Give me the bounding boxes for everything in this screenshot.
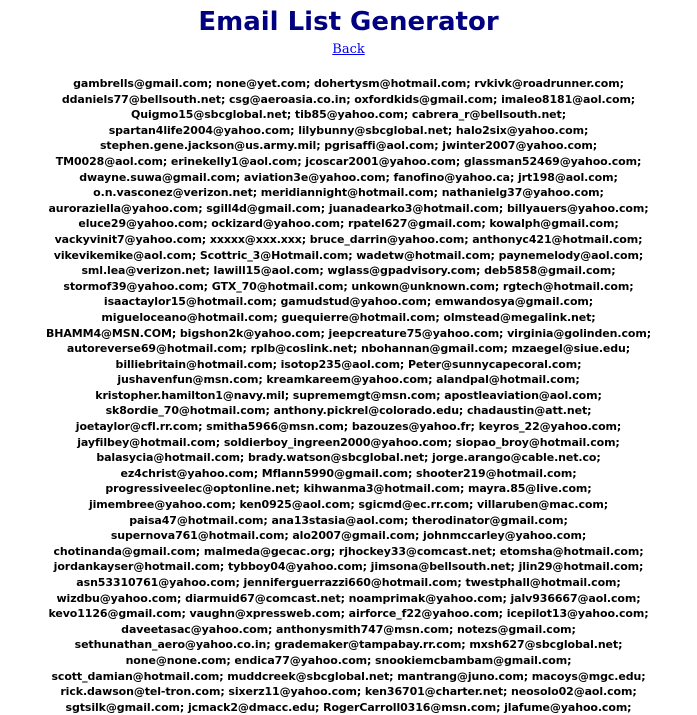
email-list-line: joetaylor@cfl.rr.com; smitha5966@msn.com; bazouzes@yahoo.fr; keyros_22@yahoo.com; (75, 420, 622, 434)
email-list-line: none@none.com; endica77@yahoo.com; snookiemcbambam@gmail.com; (125, 653, 572, 667)
email-list-line: vikevikemike@aol.com; Scottric_3@Hotmail.com; wadetw@hotmail.com; paynemelody@aol.com; (53, 248, 644, 262)
email-list-line: asn53310761@yahoo.com; jenniferguerrazzi660@hotmail.com; twestphall@hotmail.com; (76, 576, 621, 589)
email-list-line: progressiveelec@optonline.net; kihwanma3@hotmail.com; mayra.85@live.com; (105, 482, 592, 496)
email-list (0, 76, 697, 715)
email-list-line: kevo1126@gmail.com; vaughn@xpressweb.com; airforce_f22@yahoo.com; icepilot13@yahoo.com; (48, 607, 649, 621)
email-list-line: vackyvinit7@yahoo.com; xxxxx@xxx.xxx; bruce_darrin@yahoo.com; anthonyc421@hotmail.com; (54, 232, 643, 246)
email-list-line: o.n.vasconez@verizon.net; meridiannight@hotmail.com; nathanielg37@yahoo.com; (93, 186, 604, 200)
email-list-line: kristopher.hamilton1@navy.mil; suprememgt@msn.com; apostleaviation@aol.com; (95, 388, 602, 402)
email-list-line: jushavenfun@msn.com; kreamkareem@yahoo.com; alandpal@hotmail.com; (117, 373, 580, 387)
email-list-line: sgtsilk@gmail.com; jcmack2@dmacc.edu; RogerCarroll0316@msn.com; jlafume@yahoo.com; (65, 700, 632, 714)
email-list-line: rick.dawson@tel-tron.com; sixerz11@yahoo.com; ken36701@charter.net; neosolo02@aol.com; (60, 685, 637, 699)
email-list-line: stephen.gene.jackson@us.army.mil; pgrisaffi@aol.com; jwinter2007@yahoo.com; (99, 139, 598, 153)
email-list-line: migueloceano@hotmail.com; guequierre@hotmail.com; olmstead@megalink.net; (101, 310, 596, 324)
email-list-line: TM0028@aol.com; erinekelly1@aol.com; jcoscar2001@yahoo.com; glassman52469@yahoo.com; (55, 154, 642, 168)
email-list-line: ddaniels77@bellsouth.net; csg@aeroasia.co.in; oxfordkids@gmail.com; imaleo8181@aol.com; (61, 92, 636, 106)
email-list-line: isaactaylor15@hotmail.com; gamudstud@yahoo.com; emwandosya@gmail.com; (103, 295, 594, 309)
email-list-line: sethunathan_aero@yahoo.co.in; grademaker@tampabay.rr.com; mxsh627@sbcglobal.net; (74, 638, 623, 652)
email-list-line: sk8ordie_70@hotmail.com; anthony.pickrel@colorado.edu; chadaustin@att.net; (105, 404, 592, 418)
email-list-line: jimembree@yahoo.com; ken0925@aol.com; sgicmd@ec.rr.com; villaruben@mac.com; (88, 498, 609, 512)
email-list-line: scott_damian@hotmail.com; muddcreek@sbcglobal.net; mantrang@juno.com; macoys@mgc.edu; (51, 669, 646, 683)
email-list-line: balasycia@hotmail.com; brady.watson@sbcglobal.net; jorge.arango@cable.net.co; (96, 451, 601, 465)
email-list-line: BHAMM4@MSN.COM; bigshon2k@yahoo.com; jeepcreature75@yahoo.com; virginia@golinden.com; (45, 326, 652, 340)
email-list-line: Quigmo15@sbcglobal.net; tib85@yahoo.com; cabrera_r@bellsouth.net; (130, 108, 567, 122)
email-list-line: jayfilbey@hotmail.com; soldierboy_ingreen2000@yahoo.com; siopao_broy@hotmail.com; (77, 435, 620, 449)
email-list-line: eluce29@yahoo.com; ockizard@yahoo.com; rpatel627@gmail.com; kowalph@gmail.com; (78, 217, 619, 231)
email-list-line: dwayne.suwa@gmail.com; aviation3e@yahoo.com; fanofino@yahoo.ca; jrt198@aol.com; (79, 170, 618, 184)
email-list-line: wizdbu@yahoo.com; diarmuid67@comcast.net; noamprimak@yahoo.com; jalv936667@aol.com; (56, 591, 641, 605)
email-list-line: paisa47@hotmail.com; ana13stasia@aol.com; therodinator@gmail.com; (129, 513, 568, 527)
email-list-line: stormof39@yahoo.com; GTX_70@hotmail.com; unkown@unknown.com; rgtech@hotmail.com; (63, 279, 634, 293)
email-list-line: supernova761@hotmail.com; alo2007@gmail.com; johnmccarley@yahoo.com; (110, 529, 587, 543)
email-list-line: autoreverse69@hotmail.com; rplb@coslink.net; nbohannan@gmail.com; mzaegel@siue.edu; (66, 342, 631, 356)
email-list-line: spartan4life2004@yahoo.com; lilybunny@sbcglobal.net; halo2six@yahoo.com; (108, 123, 589, 137)
back-link[interactable]: Back (332, 42, 365, 57)
email-list-line: sml.lea@verizon.net; lawill15@aol.com; wglass@gpadvisory.com; deb5858@gmail.com; (81, 264, 616, 278)
email-list-line: daveetasac@yahoo.com; anthonysmith747@msn.com; notezs@gmail.com; (121, 622, 576, 636)
page-title: Email List Generator (198, 7, 499, 37)
email-list-line: auroraziella@yahoo.com; sgill4d@gmail.com; juanadearko3@hotmail.com; billyauers@yahoo.com; (48, 201, 649, 215)
email-list-line: jordankayser@hotmail.com; tybboy04@yahoo.com; jimsona@bellsouth.net; jlin29@hotmail.com; (53, 560, 644, 574)
email-list-line: gambrells@gmail.com; none@yet.com; dohertysm@hotmail.com; rvkivk@roadrunner.com; (73, 77, 624, 90)
email-list-line: billiebritain@hotmail.com; isotop235@aol.com; Peter@sunnycapecoral.com; (115, 357, 582, 371)
email-list-line: ez4christ@yahoo.com; Mflann5990@gmail.com; shooter219@hotmail.com; (120, 466, 577, 480)
email-list-line: chotinanda@gmail.com; malmeda@gecac.org; rjhockey33@comcast.net; etomsha@hotmail.com; (53, 544, 644, 558)
back-link-container (0, 42, 697, 58)
